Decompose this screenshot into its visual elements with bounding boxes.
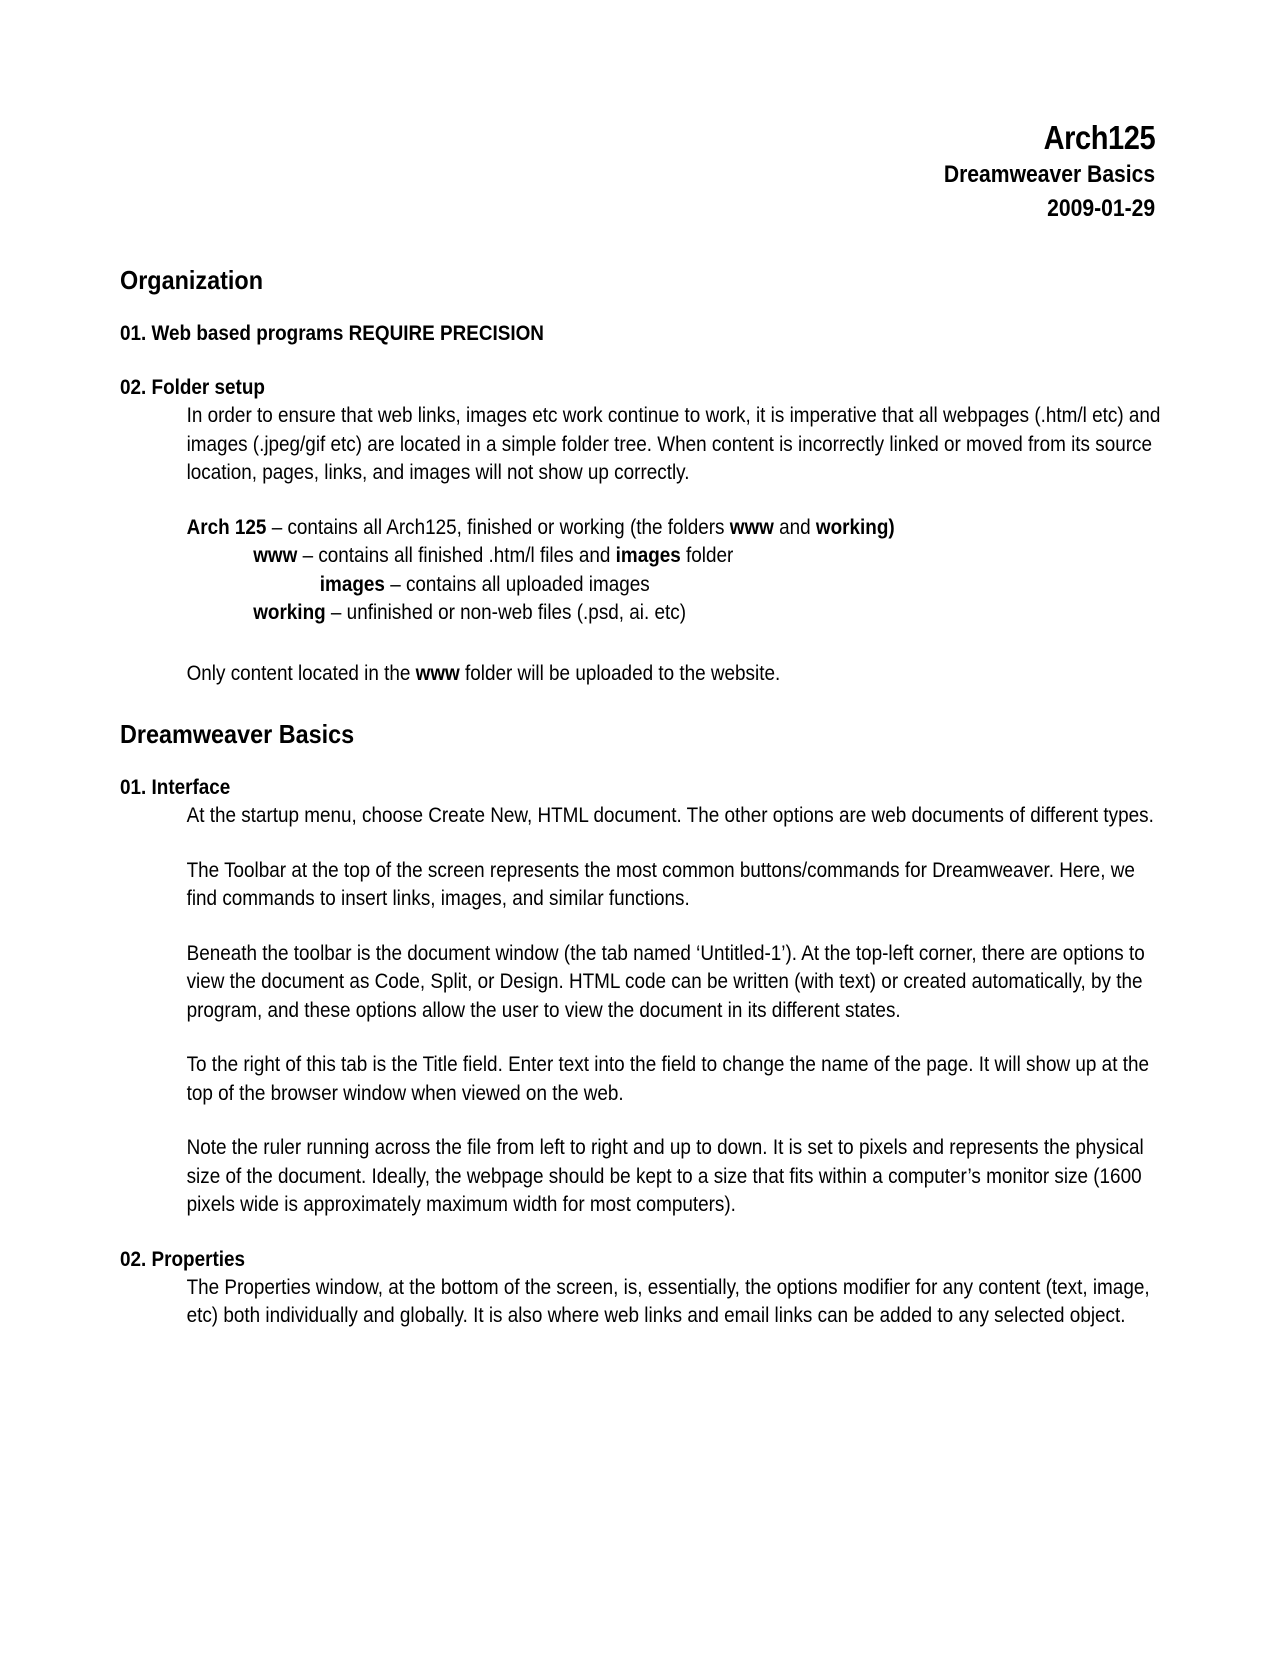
course-title: Arch125 [1043,119,1155,156]
interface-paragraph-2: The Toolbar at the top of the screen represents the most common buttons/commands for Dreamweaver. Here, we find commands to insert links, images, and similar functions. [186,858,1135,910]
interface-paragraph-4: To the right of this tab is the Title field. Enter text into the field to change the name of the page. It will show up at the top of the browser window when viewed on the web. [186,1053,1149,1105]
item-web-precision: 01. Web based programs REQUIRE PRECISION [120,322,544,345]
item-interface: 01. Interface [120,776,231,799]
tree-www: www – contains all finished .htm/l files and images folder [253,544,734,567]
folder-setup-paragraph: In order to ensure that web links, images etc work continue to work, it is imperative that all webpages (.htm/l etc) and images (.jpeg/gif etc) are located in a simple folder tree. When content is incorrectly linked or moved from its source location, pages, links, and images will not show up correctly. [186,404,1161,484]
tree-arch125: Arch 125 – contains all Arch125, finished or working (the folders www and working) [186,515,895,539]
document-subtitle: Dreamweaver Basics [943,161,1155,188]
document-header [915,118,1155,226]
tree-images: images – contains all uploaded images [319,572,650,596]
section-heading-organization: Organization [120,265,264,295]
tree-working: working – unfinished or non-web files (.psd, ai. etc) [253,601,687,624]
upload-note: Only content located in the www folder will be uploaded to the website. [186,661,781,685]
section-heading-dreamweaver-basics: Dreamweaver Basics [120,719,355,749]
interface-paragraph-3: Beneath the toolbar is the document window (the tab named ‘Untitled-1’). At the top-left corner, there are options to view the document as Code, Split, or Design. HTML code can be written (with text) or created automatically, by the program, and these options allow the user to view the document in its different states. [186,941,1145,1022]
document-date: 2009-01-29 [1046,195,1155,222]
item-folder-setup: 02. Folder setup [120,376,265,399]
interface-paragraph-1: At the startup menu, choose Create New, HTML document. The other options are web documents of different types. [186,804,1154,827]
properties-paragraph: The Properties window, at the bottom of the screen, is, essentially, the options modifier for any content (text, image, etc) both individually and globally. It is also where web links and email links can be added to any selected object. [186,1275,1150,1327]
interface-paragraph-5: Note the ruler running across the file from left to right and up to down. It is set to pixels and represents the physical size of the document. Ideally, the webpage should be kept to a size that fits within a computer’s monitor size (1600 pixels wide is approximately maximum width for most computers). [186,1136,1144,1216]
document-body [120,262,1160,1331]
item-properties: 02. Properties [120,1247,246,1271]
